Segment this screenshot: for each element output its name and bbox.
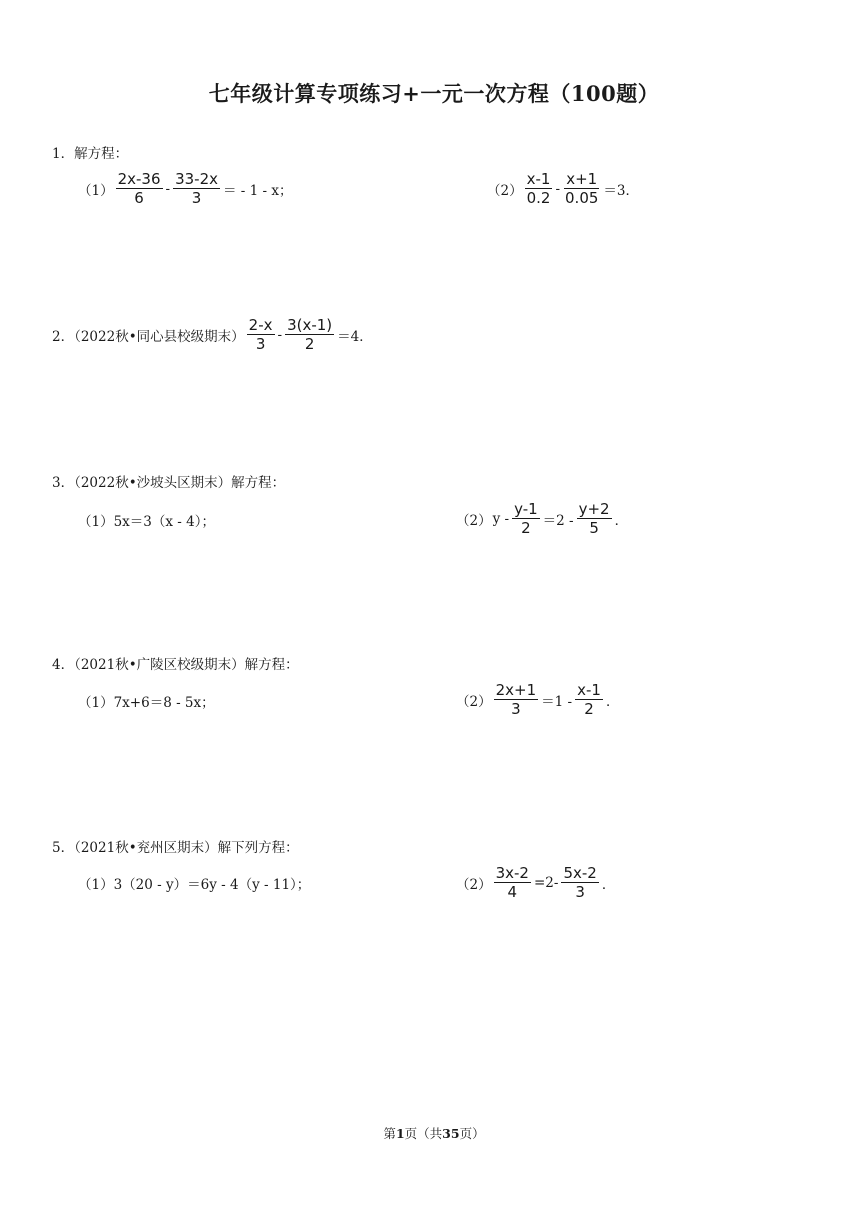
fraction <box>494 864 531 901</box>
footer-mid: 页（共 <box>404 1126 443 1141</box>
part-label: （2） <box>456 876 492 893</box>
numerator: x+1 <box>566 170 598 188</box>
denominator: 0.2 <box>526 189 551 207</box>
numerator: 2-x <box>248 316 273 334</box>
footer-page-prefix: 第 <box>383 1126 396 1141</box>
equation-end: ． <box>605 693 620 710</box>
operator: - <box>555 180 561 197</box>
fraction <box>247 316 275 353</box>
equation-text: 5x＝3（x - 4）； <box>113 514 215 530</box>
fraction <box>561 864 598 901</box>
part-label: （1） <box>78 877 114 893</box>
question-1-part-1 <box>78 170 294 207</box>
denominator: 2 <box>521 519 531 537</box>
equation-text: 7x+6＝8 - 5x； <box>113 695 215 711</box>
question-2-head: 2．（2022秋•同心县校级期末） <box>52 328 245 345</box>
numerator: 3(x-1) <box>287 316 333 334</box>
question-2 <box>52 316 374 353</box>
part-label: （1） <box>78 695 114 711</box>
denominator: 6 <box>134 189 144 207</box>
part-label: （1） <box>78 514 114 530</box>
equation-middle: =2- <box>533 874 559 891</box>
denominator: 2 <box>304 335 315 353</box>
part-label: （2） <box>456 512 492 529</box>
numerator: x-1 <box>526 170 551 188</box>
numerator: 5x-2 <box>563 864 597 882</box>
fraction <box>525 170 553 207</box>
footer-total-pages: 35 <box>442 1126 460 1141</box>
question-4-part-2 <box>456 681 620 718</box>
footer-current-page: 1 <box>395 1126 405 1141</box>
equation-middle: ＝1 - <box>541 693 573 710</box>
fraction <box>563 170 600 207</box>
numerator: 2x+1 <box>495 681 537 699</box>
equation-text: 3（20 - y）＝6y - 4（y - 11）； <box>113 877 311 893</box>
question-4-head: 4．（2021秋•广陵区校级期末）解方程： <box>52 657 299 673</box>
numerator: 33-2x <box>175 170 218 188</box>
part-label: （2） <box>456 693 492 710</box>
denominator: 3 <box>191 189 202 207</box>
fraction <box>494 681 539 718</box>
denominator: 5 <box>589 519 599 537</box>
question-1-part-2 <box>487 170 640 207</box>
fraction <box>575 681 603 718</box>
question-1-head: 1．解方程： <box>52 146 129 162</box>
page-title: 七年级计算专项练习+一元一次方程（100题） <box>208 81 660 106</box>
footer-end: 页） <box>459 1126 485 1141</box>
question-4-part-1 <box>78 691 215 711</box>
numerator: 2x-36 <box>117 170 161 188</box>
equation-end: ． <box>601 876 616 893</box>
question-3-part-1 <box>78 510 215 530</box>
numerator: 3x-2 <box>495 864 529 882</box>
operator: - <box>277 326 283 343</box>
denominator: 3 <box>511 700 521 718</box>
question-5-part-1 <box>78 873 310 893</box>
part-label: （1） <box>78 182 114 199</box>
fraction <box>577 500 612 537</box>
fraction <box>173 170 220 207</box>
question-3-head: 3．（2022秋•沙坡头区期末）解方程： <box>52 475 286 491</box>
equation-prefix: y - <box>492 510 510 527</box>
numerator: x-1 <box>577 681 601 699</box>
numerator: y-1 <box>514 500 538 518</box>
question-5-part-2 <box>456 864 616 901</box>
numerator: y+2 <box>578 500 610 518</box>
question-5-head: 5．（2021秋•兖州区期末）解下列方程： <box>52 840 299 856</box>
denominator: 3 <box>255 335 266 353</box>
question-3-part-2 <box>456 500 629 537</box>
right-hand-side: ＝4． <box>337 328 373 345</box>
fraction <box>116 170 163 207</box>
denominator: 2 <box>584 700 594 718</box>
right-hand-side: ＝3． <box>603 182 640 199</box>
equation-middle: ＝2 - <box>542 512 574 529</box>
equation-end: ． <box>614 512 629 529</box>
part-label: （2） <box>487 182 523 199</box>
denominator: 0.05 <box>565 189 599 207</box>
page-footer <box>0 1124 868 1142</box>
fraction <box>512 500 540 537</box>
right-hand-side: ＝ - 1 - x； <box>223 182 293 199</box>
denominator: 4 <box>507 883 518 901</box>
denominator: 3 <box>575 883 585 901</box>
operator: - <box>165 180 171 197</box>
fraction <box>285 316 334 353</box>
